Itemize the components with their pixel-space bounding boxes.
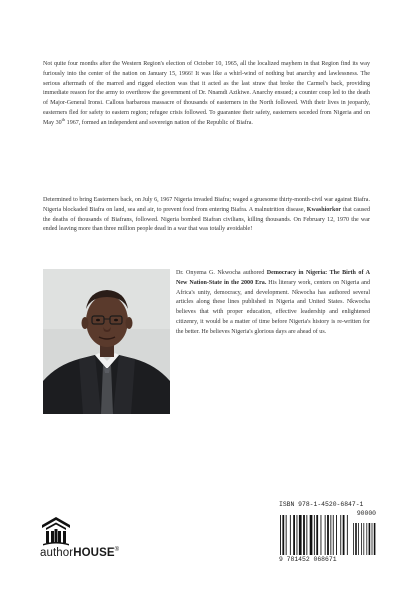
bio-lead: Dr. Onyema G. Nkwocha authored (176, 270, 267, 276)
registered-mark: ® (114, 547, 120, 554)
author-bio (176, 269, 370, 338)
history-paragraph-1-end: 1967, formed an independent and sovereign nation of the Republic of Biafra. (65, 119, 253, 126)
publisher-name-heavy: HOUSE (73, 547, 115, 559)
history-paragraph-1 (43, 60, 370, 129)
publisher-logo (40, 516, 120, 566)
price-addon-code: 90000 (356, 510, 376, 517)
history-paragraph-2-end: that caused the deaths of thousands of Biafrans, followed. Nigeria bombed Biafran civilians, killing thousands. On February 12, 1970 the war ended leaving more than three million people dead in a war that was totally avoidable! (43, 206, 371, 233)
barcode (279, 509, 376, 557)
isbn-barcode-block (279, 501, 376, 563)
authorhouse-house-book-icon (40, 516, 72, 546)
isbn-number: ISBN 978-1-4520-6847-1 (279, 501, 364, 508)
book-title: Democracy in Nigeria: The Birth of A New Nation-State in the 2000 Era. (176, 270, 370, 286)
history-paragraph-1-start: Not quite four months after the Western Region's election of October 10, 1965, all the localized mayhem in that Region find its way furiously into the center of the nation on January 15, 1966! It was like a whirl-wind of nothing but anarchy and lawlessness. The serious aftermath of the marred and rigged election was that it acted as the last straw that broke the Carmel's back, providing immediate reason for the army to overthrow the government of Dr. Nnamdi Azikiwe. Anarchy ensued; a counter coup led to the death of Major-General Ironsi. Callous barbarous massacre of thousands of easterners in the North followed. With their lives in jeopardy, easterners fled for safety to eastern region; refugee crisis followed. To guarantee their safety, easterners seceded from Nigeria and on May 30 (43, 61, 370, 126)
publisher-name (40, 547, 119, 559)
publisher-name-light: author (40, 547, 74, 559)
history-paragraph-2 (43, 196, 370, 235)
history-paragraph-2-start: Determined to bring Easterners back, on July 6, 1967 Nigeria invaded Biafra; waged a gruesome thirty-month-civil war against Biafra. Nigeria blockaded Biafra on land, sea and air, to prevent food from entering Biafra. A malnutrition disease, (43, 197, 370, 213)
bio-rest: His literary work, centers on Nigeria and Africa's unity, democracy, and development. Nkwocha has authored several articles along these lines published in Nigeria and United States. Nkwocha believes that with proper education, effective leadership and enlightened citizenry, it would be a matter of time before Nigeria's history is re-written for the better. He believes Nigeria's glorious days are ahead of us. (176, 279, 370, 335)
date-ordinal-suffix: th (61, 116, 66, 122)
author-photo (43, 269, 170, 414)
disease-name: Kwashiorkor (306, 206, 342, 213)
barcode-digits: 9 781452 068671 (279, 556, 337, 563)
